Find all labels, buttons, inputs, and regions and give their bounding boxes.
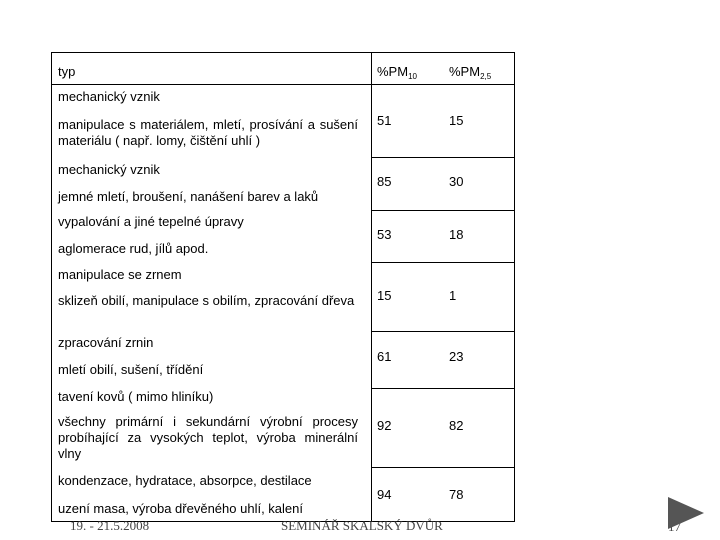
value-pm25: 18 xyxy=(449,227,464,242)
table-rule xyxy=(371,52,372,522)
row-text: manipulace s materiálem, mletí, prosívání a sušení materiálu ( např. lomy, čištění uhlí ) xyxy=(58,117,358,148)
header-typ: typ xyxy=(58,64,76,79)
table-rule xyxy=(371,210,515,211)
group-label: tavení kovů ( mimo hliníku) xyxy=(58,389,214,404)
group-label: zpracování zrnin xyxy=(58,335,154,350)
table-rule xyxy=(371,262,515,263)
row-text: všechny primární i sekundární výrobní procesy probíhající za vysokých teplot, výroba minerální vlny xyxy=(58,414,358,461)
table-rule xyxy=(371,388,515,389)
group-label: manipulace se zrnem xyxy=(58,267,182,282)
footer-date: 19. - 21.5.2008 xyxy=(70,518,150,533)
value-pm10: 51 xyxy=(377,113,392,128)
table-rule xyxy=(51,52,52,522)
group-label: kondenzace, hydratace, absorpce, destilace xyxy=(58,473,312,488)
page-number: 17 xyxy=(668,519,681,534)
footer-seminar: SEMINÁŘ SKALSKÝ DVŮR xyxy=(281,518,443,533)
header-pm10-label: %PM xyxy=(377,64,409,79)
value-pm25: 78 xyxy=(449,487,464,502)
group-label: mechanický vznik xyxy=(58,89,160,104)
value-pm25: 23 xyxy=(449,349,464,364)
value-pm10: 92 xyxy=(377,418,392,433)
table-rule xyxy=(51,84,515,85)
row-text: sklizeň obilí, manipulace s obilím, zpracování dřeva xyxy=(58,293,355,308)
value-pm10: 15 xyxy=(377,288,392,303)
row-text: uzení masa, výroba dřevěného uhlí, kalení xyxy=(58,501,303,516)
value-pm25: 1 xyxy=(449,288,457,303)
table-rule xyxy=(371,467,515,468)
value-pm25: 15 xyxy=(449,113,464,128)
header-pm25-label: %PM xyxy=(449,64,481,79)
play-triangle-icon[interactable] xyxy=(668,497,704,529)
table-rule xyxy=(514,52,515,522)
pm-table xyxy=(51,52,515,522)
row-text: mletí obilí, sušení, třídění xyxy=(58,362,204,377)
value-pm10: 53 xyxy=(377,227,392,242)
value-pm25: 82 xyxy=(449,418,464,433)
header-pm10-sub: 10 xyxy=(408,72,417,81)
header-pm25-sub: 2,5 xyxy=(480,72,492,81)
group-label: mechanický vznik xyxy=(58,162,160,177)
row-text: aglomerace rud, jílů apod. xyxy=(58,241,209,256)
table-rule xyxy=(371,157,515,158)
row-text: jemné mletí, broušení, nanášení barev a laků xyxy=(58,189,319,204)
value-pm25: 30 xyxy=(449,174,464,189)
header-pm25 xyxy=(449,64,491,85)
header-pm10 xyxy=(377,64,417,85)
table-rule xyxy=(51,52,515,53)
value-pm10: 61 xyxy=(377,349,392,364)
group-label: vypalování a jiné tepelné úpravy xyxy=(58,214,244,229)
table-rule xyxy=(371,331,515,332)
value-pm10: 94 xyxy=(377,487,392,502)
value-pm10: 85 xyxy=(377,174,392,189)
